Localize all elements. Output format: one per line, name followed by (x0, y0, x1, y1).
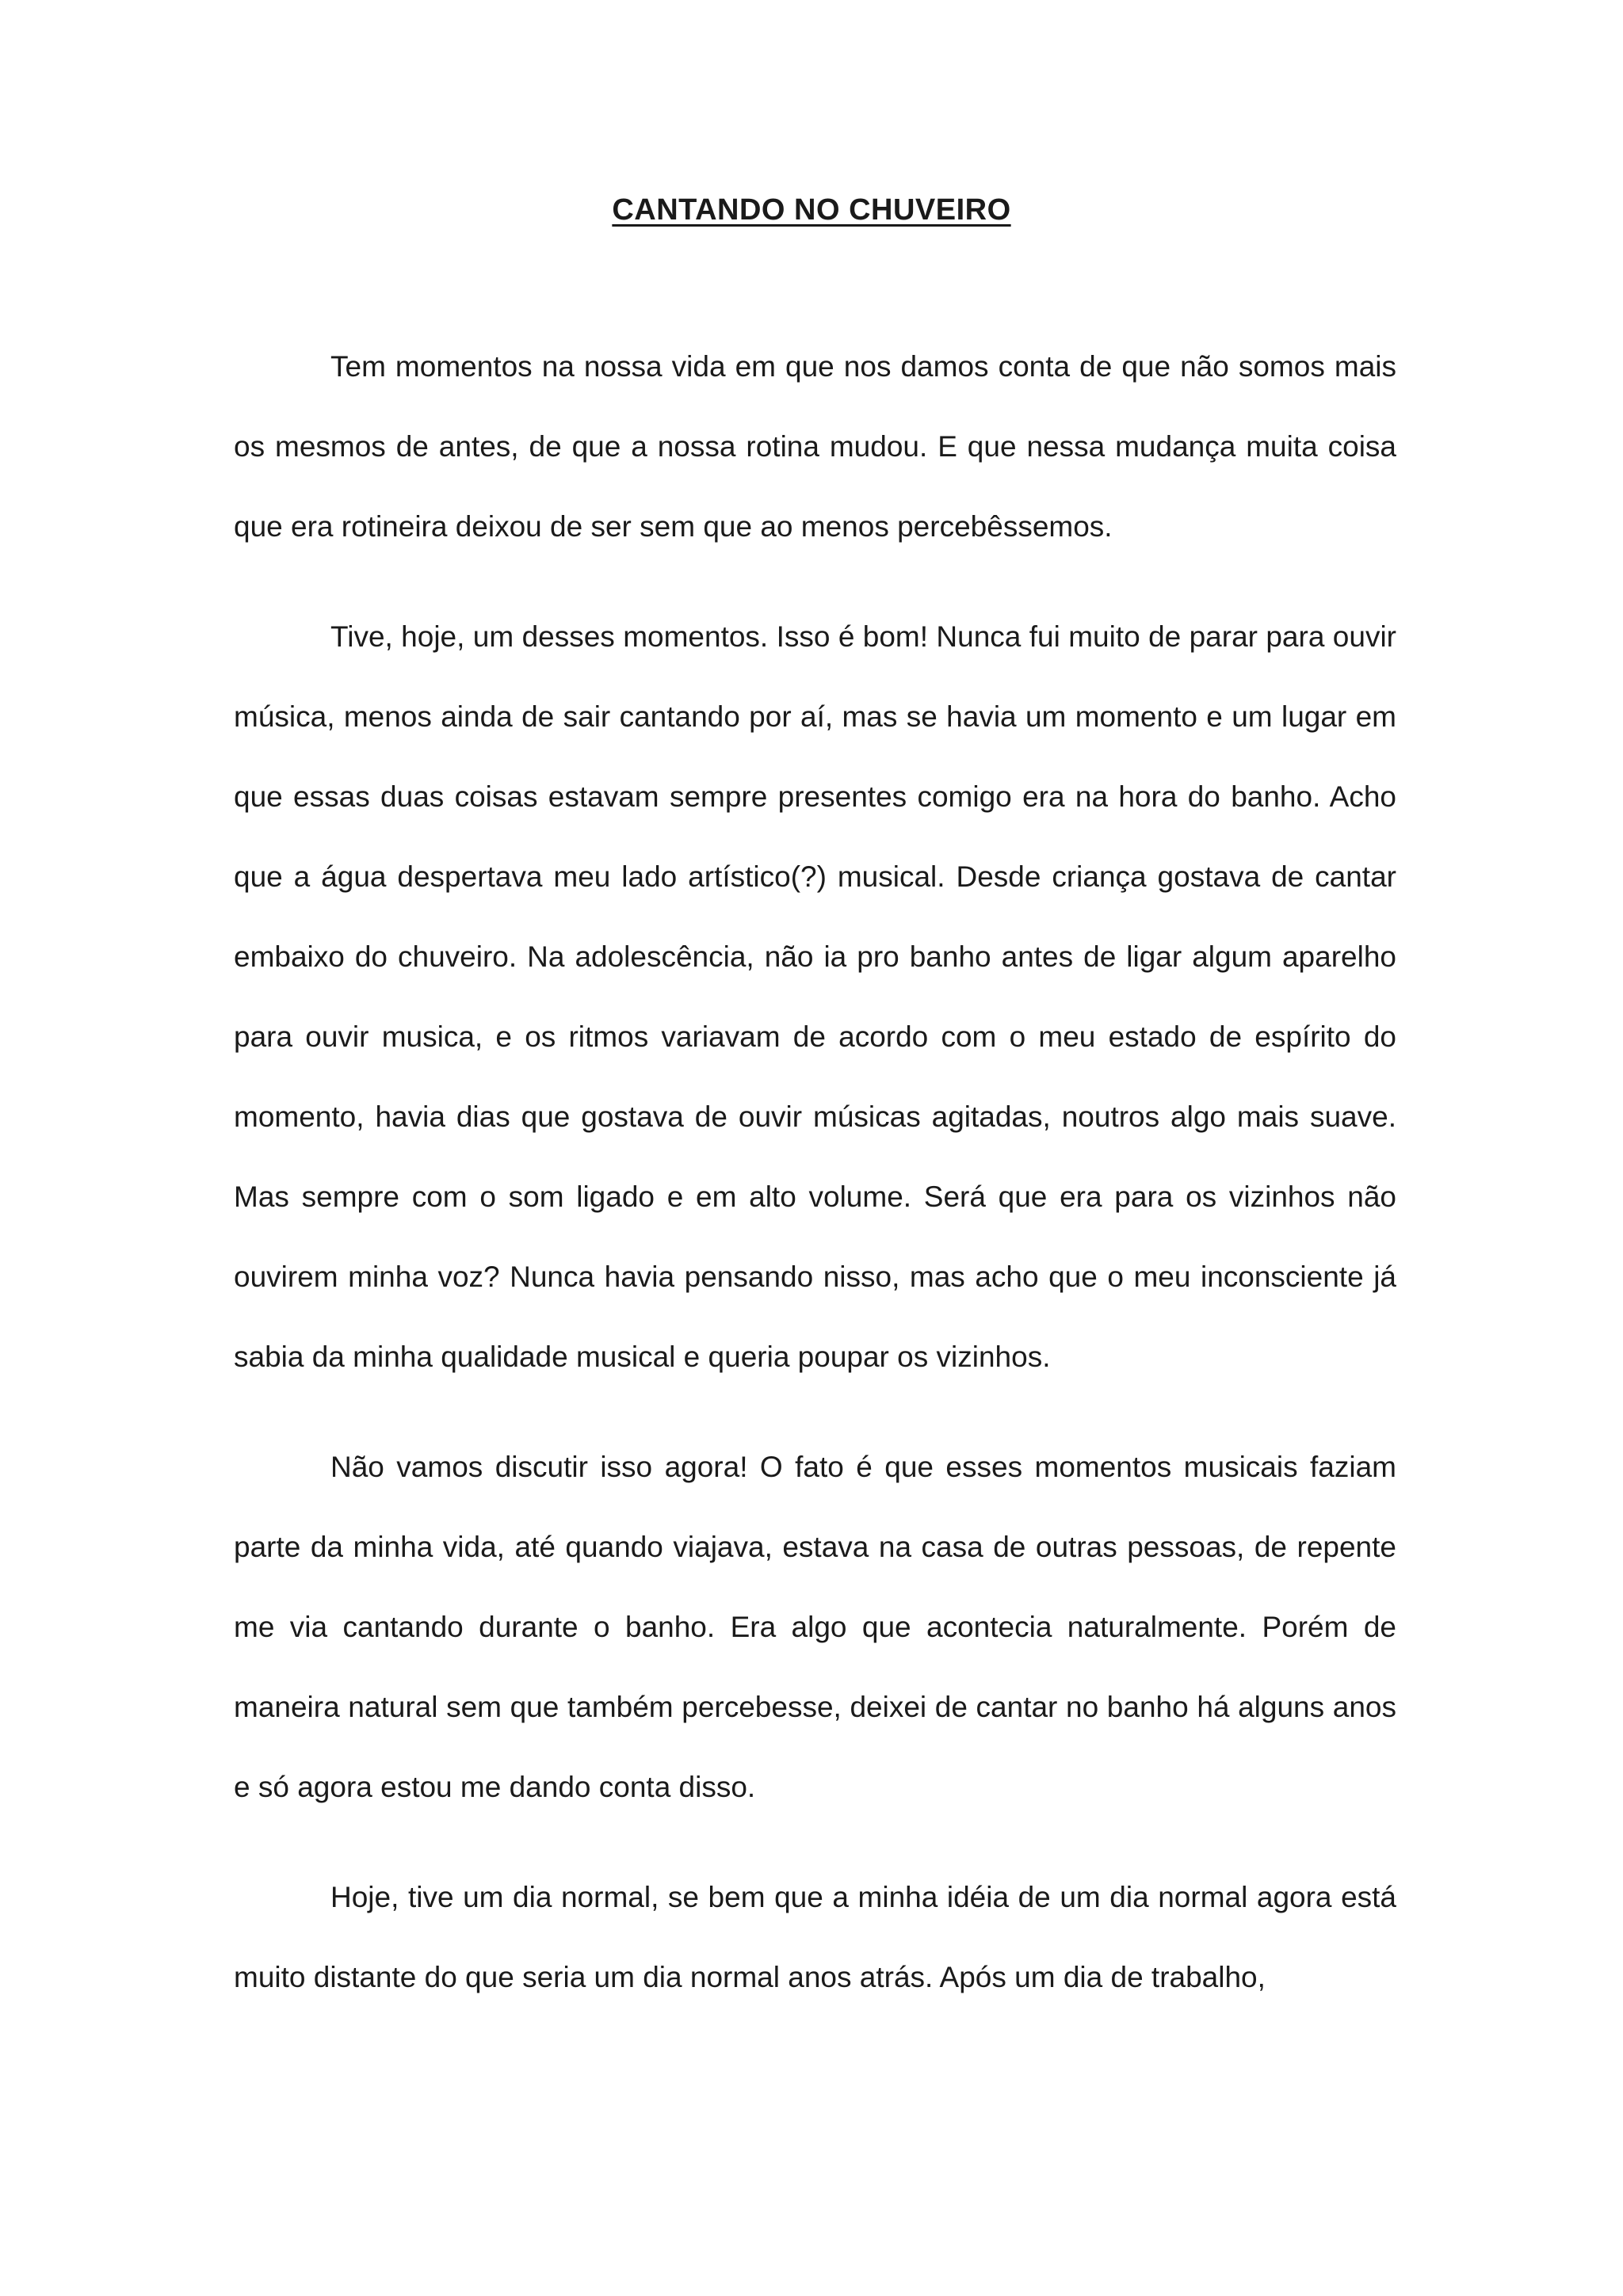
paragraph-3: Não vamos discutir isso agora! O fato é que esses momentos musicais faziam parte da minha vida, até quando viajava, estava na casa de outras pessoas, de repente me via cantando durante o banho. Era algo que acontecia naturalmente. Porém de maneira natural sem que também percebesse, deixei de cantar no banho há alguns anos e só agora estou me dando conta disso. (234, 1451, 1396, 1803)
paragraph-1: Tem momentos na nossa vida em que nos damos conta de que não somos mais os mesmos de antes, de que a nossa rotina mudou. E que nessa mudança muita coisa que era rotineira deixou de ser sem que ao menos percebêssemos. (234, 350, 1396, 543)
paragraph-4: Hoje, tive um dia normal, se bem que a minha idéia de um dia normal agora está muito distante do que seria um dia normal anos atrás. Após um dia de trabalho, (234, 1881, 1396, 1993)
paragraph-2: Tive, hoje, um desses momentos. Isso é bom! Nunca fui muito de parar para ouvir música, menos ainda de sair cantando por aí, mas se havia um momento e um lugar em que essas duas coisas estavam sempre presentes comigo era na hora do banho. Acho que a água despertava meu lado artístico(?) musical. Desde criança gostava de cantar embaixo do chuveiro. Na adolescência, não ia pro banho antes de ligar algum aparelho para ouvir musica, e os ritmos variavam de acordo com o meu estado de espírito do momento, havia dias que gostava de ouvir músicas agitadas, noutros algo mais suave. Mas sempre com o som ligado e em alto volume. Será que era para os vizinhos não ouvirem minha voz? Nunca havia pensando nisso, mas acho que o meu inconsciente já sabia da minha qualidade musical e queria poupar os vizinhos. (234, 620, 1396, 1373)
document-title: CANTANDO NO CHUVEIRO (612, 193, 1011, 227)
document-body (234, 326, 1396, 2047)
